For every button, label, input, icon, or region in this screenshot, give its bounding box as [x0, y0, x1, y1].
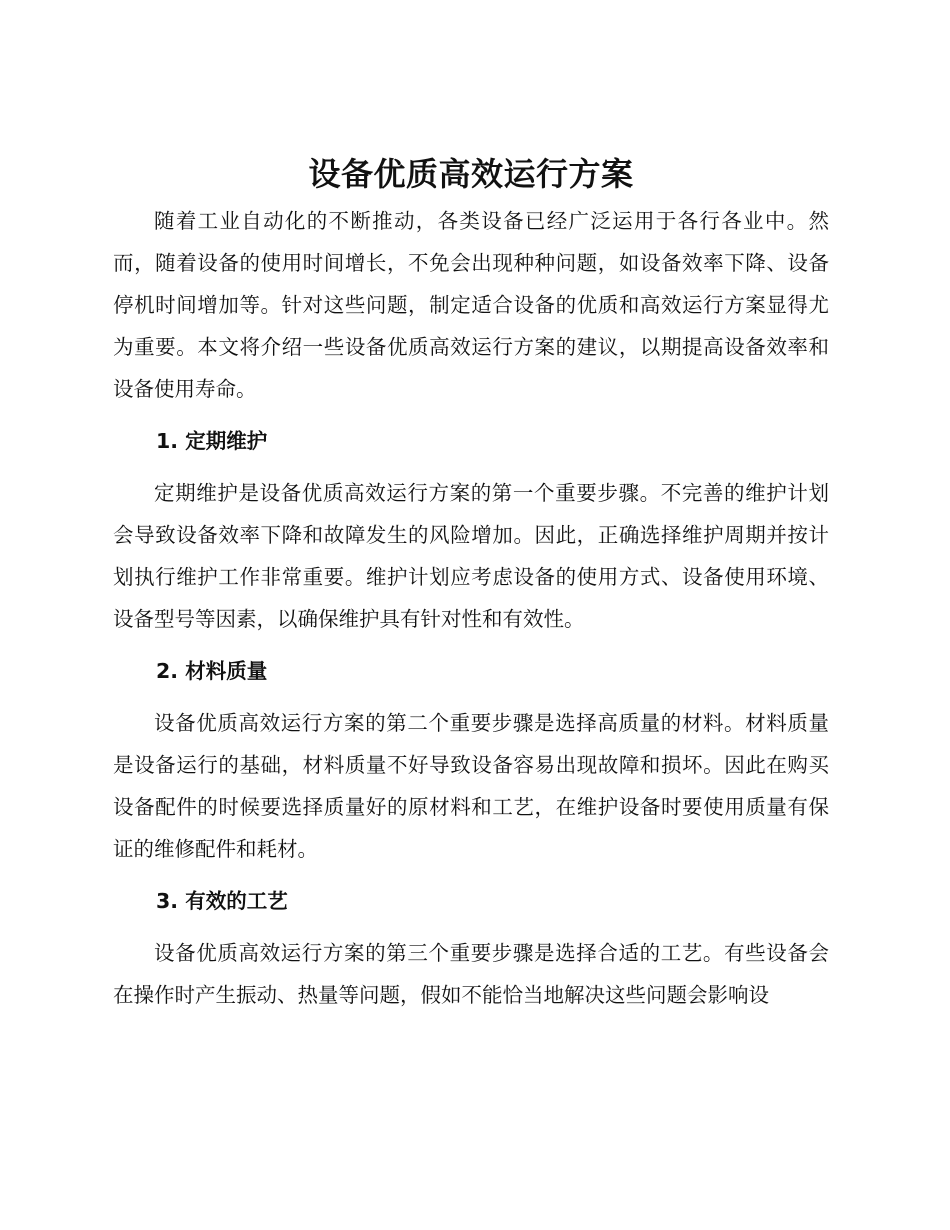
document-page [113, 148, 829, 1016]
section-heading-3: 3. 有效的工艺 [156, 889, 288, 913]
section-body-1: 定期维护是设备优质高效运行方案的第一个重要步骤。不完善的维护计划会导致设备效率下降和故障发生的风险增加。因此，正确选择维护周期并按计划执行维护工作非常重要。维护计划应考虑设备的使用方式、设备使用环境、设备型号等因素，以确保维护具有针对性和有效性。 [113, 481, 829, 631]
section-heading-2: 2. 材料质量 [156, 659, 268, 683]
intro-paragraph: 随着工业自动化的不断推动，各类设备已经广泛运用于各行各业中。然而，随着设备的使用时间增长，不免会出现种种问题，如设备效率下降、设备停机时间增加等。针对这些问题，制定适合设备的优质和高效运行方案显得尤为重要。本文将介绍一些设备优质高效运行方案的建议，以期提高设备效率和设备使用寿命。 [113, 209, 829, 401]
section-body-2: 设备优质高效运行方案的第二个重要步骤是选择高质量的材料。材料质量是设备运行的基础，材料质量不好导致设备容易出现故障和损坏。因此在购买设备配件的时候要选择质量好的原材料和工艺，在维护设备时要使用质量有保证的维修配件和耗材。 [113, 711, 829, 861]
section-body-3: 设备优质高效运行方案的第三个重要步骤是选择合适的工艺。有些设备会在操作时产生振动、热量等问题，假如不能恰当地解决这些问题会影响设 [113, 941, 829, 1007]
document-title: 设备优质高效运行方案 [308, 155, 634, 193]
section-heading-1: 1. 定期维护 [156, 429, 268, 453]
